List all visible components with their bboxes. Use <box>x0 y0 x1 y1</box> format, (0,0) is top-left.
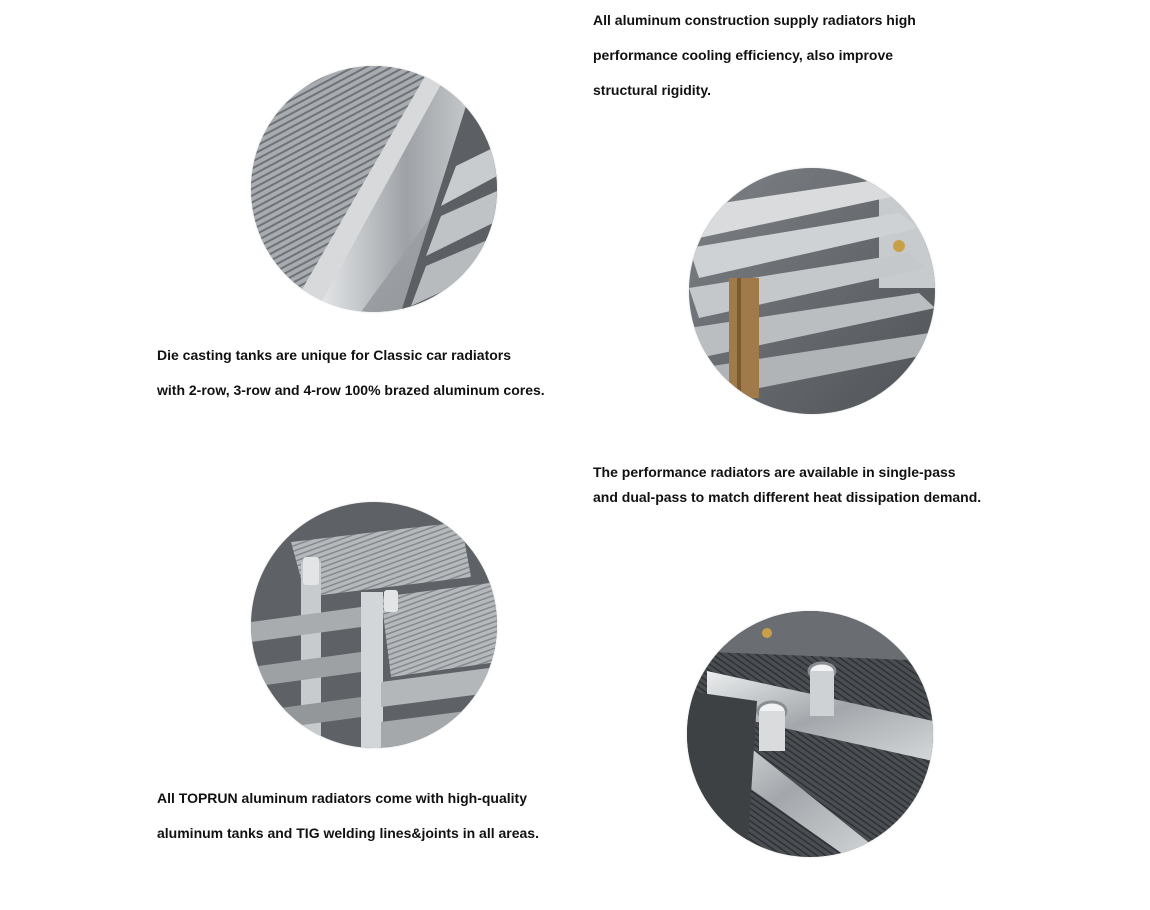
pass-description <box>593 460 981 510</box>
radiator-tank-inlet-photo <box>687 611 933 857</box>
construction-description <box>593 3 916 108</box>
construction-line-2: performance cooling efficiency, also improve <box>593 47 894 63</box>
radiator-core-closeup-photo <box>251 66 497 312</box>
die-casting-line-1: Die casting tanks are unique for Classic car radiators <box>157 347 512 363</box>
pass-line-2: and dual-pass to match different heat dissipation demand. <box>593 489 982 505</box>
pass-line-1: The performance radiators are available in single-pass <box>593 464 956 480</box>
die-casting-line-2: with 2-row, 3-row and 4-row 100% brazed aluminum cores. <box>157 382 545 398</box>
welding-line-2: aluminum tanks and TIG welding lines&joints in all areas. <box>157 825 539 841</box>
radiator-stack-front-photo <box>251 502 497 748</box>
construction-line-3: structural rigidity. <box>593 82 711 98</box>
die-casting-description <box>157 338 545 408</box>
radiator-stack-side-photo <box>689 168 935 414</box>
construction-line-1: All aluminum construction supply radiators high <box>593 12 916 28</box>
welding-description <box>157 781 539 851</box>
welding-line-1: All TOPRUN aluminum radiators come with high-quality <box>157 790 528 806</box>
